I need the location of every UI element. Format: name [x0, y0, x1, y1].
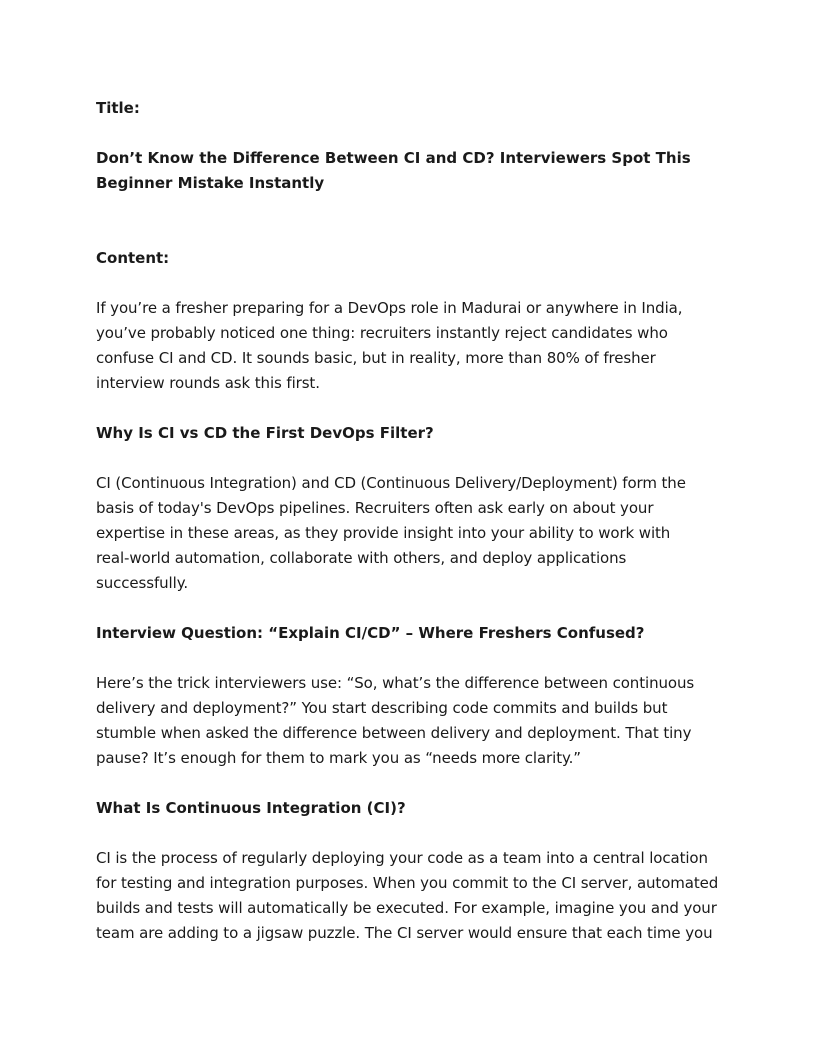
article-title: [96, 146, 736, 196]
document-page: [96, 96, 736, 946]
title-label: Title:: [96, 99, 140, 117]
paragraph-line: expertise in these areas, as they provide insight into your ability to work with: [96, 524, 671, 542]
paragraph-line: stumble when asked the difference between delivery and deployment. That tiny: [96, 724, 692, 742]
section-paragraph-continuous-integration: [96, 846, 736, 946]
paragraph-line: Here’s the trick interviewers use: “So, what’s the difference between continuous: [96, 674, 695, 692]
paragraph-line: real-world automation, collaborate with others, and deploy applications: [96, 549, 627, 567]
paragraph-line: pause? It’s enough for them to mark you as “needs more clarity.”: [96, 749, 581, 767]
paragraph-line: If you’re a fresher preparing for a DevOps role in Madurai or anywhere in India,: [96, 299, 683, 317]
paragraph-line: interview rounds ask this first.: [96, 374, 320, 392]
paragraph-line: delivery and deployment?” You start describing code commits and builds but: [96, 699, 668, 717]
paragraph-line: for testing and integration purposes. When you commit to the CI server, automated: [96, 874, 719, 892]
content-label: Content:: [96, 249, 170, 267]
paragraph-line: CI is the process of regularly deploying your code as a team into a central location: [96, 849, 708, 867]
section-paragraph-ci-vs-cd: [96, 471, 736, 596]
paragraph-line: team are adding to a jigsaw puzzle. The CI server would ensure that each time you: [96, 924, 713, 942]
paragraph-line: basis of today's DevOps pipelines. Recruiters often ask early on about your: [96, 499, 654, 517]
article-title-line: Beginner Mistake Instantly: [96, 174, 325, 192]
section-paragraph-interview-question: [96, 671, 736, 771]
section-heading-ci-vs-cd: Why Is CI vs CD the First DevOps Filter?: [96, 424, 434, 442]
paragraph-line: successfully.: [96, 574, 189, 592]
paragraph-line: you’ve probably noticed one thing: recruiters instantly reject candidates who: [96, 324, 668, 342]
section-heading-interview-question: Interview Question: “Explain CI/CD” – Where Freshers Confused?: [96, 624, 645, 642]
section-heading-continuous-integration: What Is Continuous Integration (CI)?: [96, 799, 406, 817]
paragraph-line: CI (Continuous Integration) and CD (Continuous Delivery/Deployment) form the: [96, 474, 686, 492]
article-title-line: Don’t Know the Difference Between CI and CD? Interviewers Spot This: [96, 149, 691, 167]
paragraph-line: builds and tests will automatically be executed. For example, imagine you and your: [96, 899, 717, 917]
paragraph-line: confuse CI and CD. It sounds basic, but in reality, more than 80% of fresher: [96, 349, 656, 367]
intro-paragraph: [96, 296, 736, 396]
